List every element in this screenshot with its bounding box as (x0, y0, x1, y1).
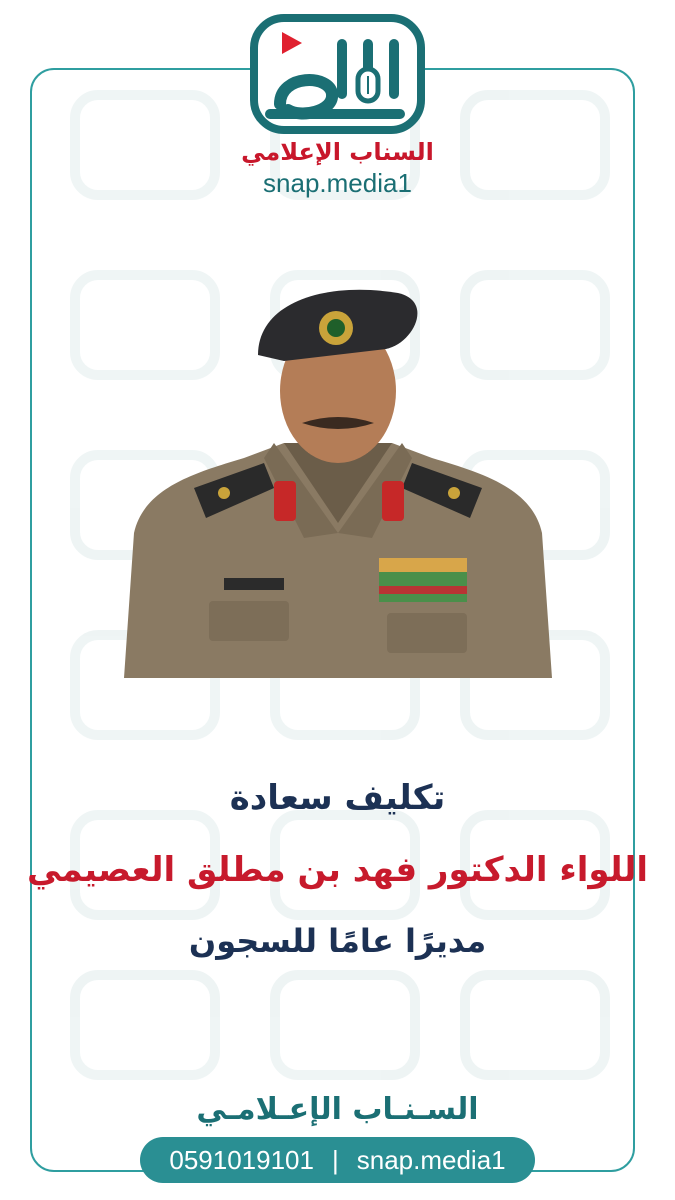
footer-handle: snap.media1 (356, 1144, 506, 1175)
footer-brand-name: السـنـاب الإعـلامـي (196, 1092, 479, 1127)
footer-contact-bar (140, 1137, 535, 1183)
brand-arabic-name: السناب الإعلامي (241, 138, 434, 166)
brand-handle: snap.media1 (263, 168, 412, 198)
headline-line-3-position: مديرًا عامًا للسجون (188, 922, 487, 960)
footer-separator: | (331, 1144, 339, 1175)
headline-line-1: تكليف سعادة (229, 778, 446, 818)
headline-line-2-officer-name: اللواء الدكتور فهد بن مطلق العصيمي (26, 850, 649, 890)
officer-portrait (124, 283, 552, 678)
footer-phone: 0591019101 (169, 1144, 314, 1175)
snap-media-logo (250, 14, 425, 134)
